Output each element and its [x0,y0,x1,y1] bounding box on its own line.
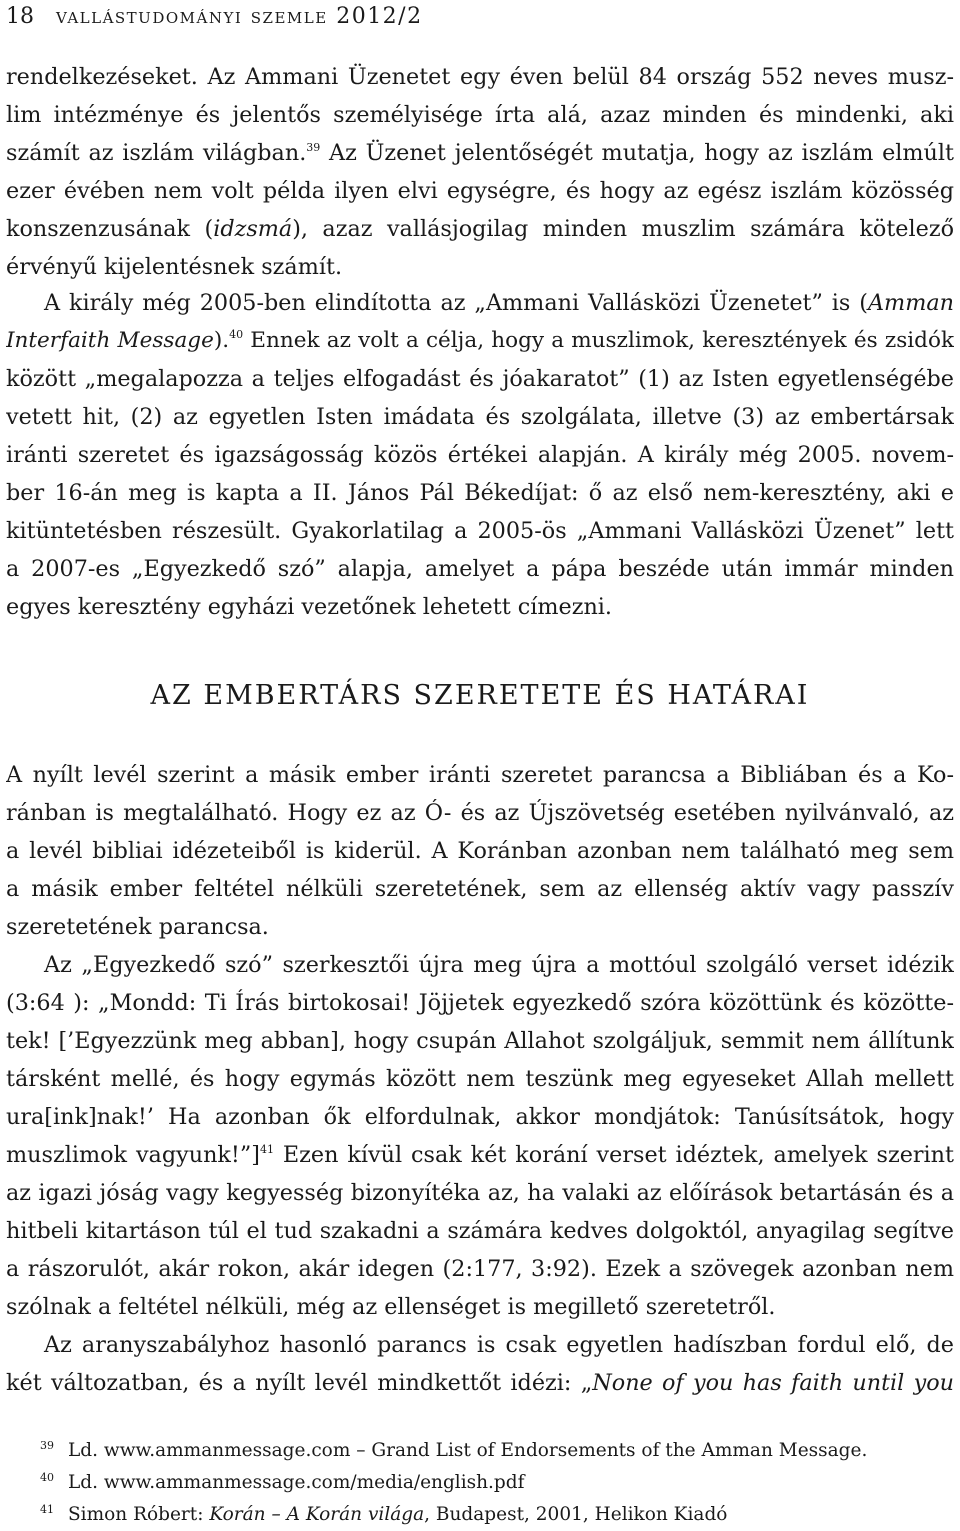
text-line: szeretetének parancsa. [6,914,269,940]
text-line: a levél bibliai idézeteiből is kiderül. A Koránban azonban nem található meg sem [6,838,954,864]
text-line: érvényű kijelentésnek számít. [6,254,343,280]
paragraph-4 [6,946,954,1326]
text-line: két változatban, és a nyílt levél mindkettőt idézi: „None of you has faith until you [6,1370,954,1396]
footnote-ref-39[interactable]: 39 [306,141,321,154]
footnote-ref-41[interactable]: 41 [260,1143,274,1156]
text-line: (3:64 ): „Mondd: Ti Írás birtokosai! Jöjjetek egyezkedő szóra közöttünk és közötte- [6,990,954,1016]
text-line: muszlimok vagyunk!”]$^{41}$ Ezen kívül csak két korání verset idéztek, amelyek szerint [6,1142,954,1168]
text-line: az igazi jóság vagy kegyesség bizonyítéka az, ha valaki az előírások betartásán és a [6,1180,954,1206]
text-line: rendelkezéseket. Az Ammani Üzenetet egy éven belül 84 ország 552 neves musz- [6,64,954,90]
journal-title: vallástudományi szemle 2012/2 [56,4,423,29]
paragraph-2 [6,284,954,626]
text-line: egyes keresztény egyházi vezetőnek lehetett címezni. [6,594,613,620]
page-number: 18 [6,4,34,29]
footnote-39: 39 Ld. www.ammanmessage.com – Grand List of Endorsements of the Amman Message. [40,1439,868,1461]
text-line: a 2007-es „Egyezkedő szó” alapja, amelyet a pápa beszéde után immár minden [6,556,954,582]
text-line: társként mellé, és hogy egymás között nem teszünk meg egyeseket Allah mellett [6,1066,954,1092]
text-line: vetett hit, (2) az egyetlen Isten imádata és szolgálata, illetve (3) az embertársak [6,404,954,430]
text-line: lim intézménye és jelentős személyisége írta alá, azaz minden és mindenki, aki [6,102,954,128]
text-line: ezer évében nem volt példa ilyen elvi egységre, és hogy az egész iszlám közösség [6,178,954,204]
running-header [6,0,423,34]
paragraph-5 [6,1326,954,1402]
text-line: A nyílt levél szerint a másik ember iránti szeretet parancsa a Bibliában és a Ko- [6,762,954,788]
text-line: Interfaith Message).$^{40}$ Ennek az volt a célja, hogy a muszlimok, keresztények és zsidók [6,328,954,353]
footnotes [40,1430,940,1526]
footnote-40: 40 Ld. www.ammanmessage.com/media/english.pdf [40,1471,525,1493]
footnote-41: 41 Simon Róbert: Korán – A Korán világa, Budapest, 2001, Helikon Kiadó [40,1503,728,1525]
text-line: számít az iszlám világban.$^{39}$ Az Üzenet jelentőségét mutatja, hogy az iszlám elmúlt [6,140,954,166]
section-heading: AZ EMBERTÁRS SZERETETE ÉS HATÁRAI [150,680,810,711]
paragraph-3 [6,756,954,946]
text-line: ber 16-án meg is kapta a II. János Pál Békedíjat: ő az első nem-keresztény, aki e [6,480,954,506]
text-line: konszenzusának (idzsmá), azaz vallásjogilag minden muszlim számára kötelező [6,216,954,242]
paragraph-1 [6,58,954,286]
text-line: a rászorulót, akár rokon, akár idegen (2:177, 3:92). Ezek a szövegek azonban nem [6,1256,954,1282]
footnote-ref-40[interactable]: 40 [229,328,244,341]
text-line: között „megalapozza a teljes elfogadást és jóakaratot” (1) az Isten egyetlenségébe [6,366,954,392]
text-line: iránti szeretet és igazságosság közös értékei alapján. A király még 2005. novem- [6,442,954,468]
text-line: Az „Egyezkedő szó” szerkesztői újra meg újra a mottóul szolgáló verset idézik [44,952,954,978]
text-line: kitüntetésben részesült. Gyakorlatilag a 2005-ös „Ammani Vallásközi Üzenet” lett [6,518,954,544]
text-line: ura[ink]nak!’ Ha azonban ők elfordulnak, akkor mondjátok: Tanúsítsátok, hogy [6,1104,954,1130]
text-line: hitbeli kitartáson túl el tud szakadni a számára kedves dolgoktól, anyagilag segítve [6,1218,954,1244]
text-line: Az aranyszabályhoz hasonló parancs is csak egyetlen hadíszban fordul elő, de [44,1332,954,1358]
text-line: a másik ember feltétel nélküli szeretetének, sem az ellenség aktív vagy passzív [6,876,954,902]
text-line: tek! [’Egyezzünk meg abban], hogy csupán Allahot szolgáljuk, semmit nem állítunk [6,1028,954,1054]
text-line: szólnak a feltétel nélküli, még az ellenséget is megillető szeretetről. [6,1294,776,1320]
text-line: A király még 2005-ben elindította az „Ammani Vallásközi Üzenetet” is (Amman [44,290,954,316]
text-line: ránban is megtalálható. Hogy ez az Ó- és az Újszövetség esetében nyilvánvaló, az [6,800,954,826]
